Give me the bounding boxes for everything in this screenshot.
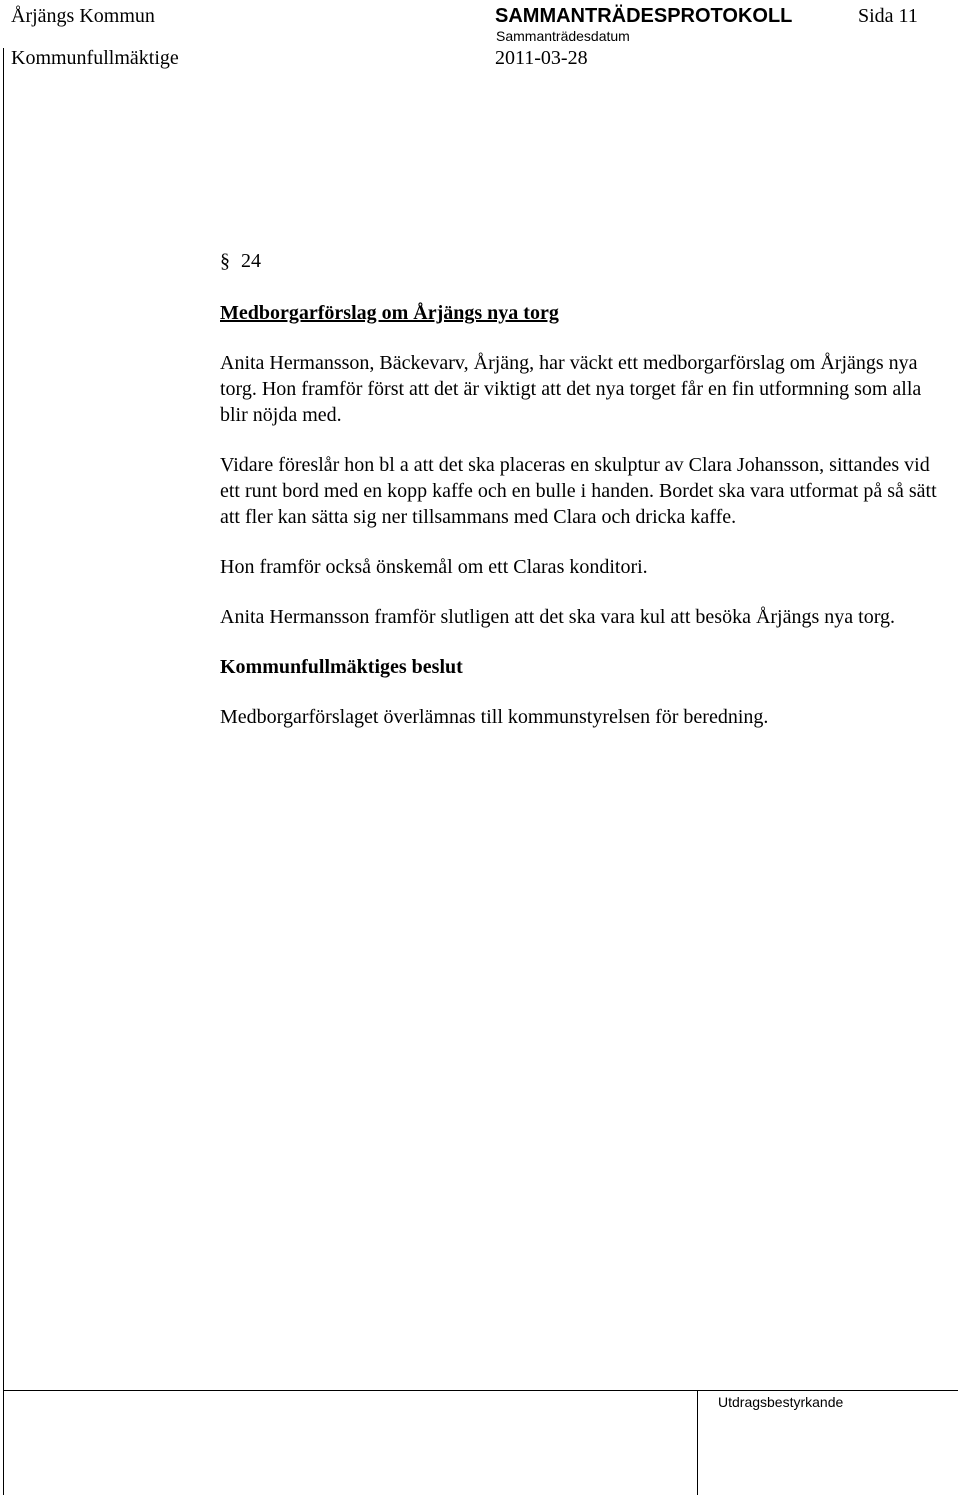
footer-divider bbox=[3, 1390, 958, 1391]
date-label: Sammanträdesdatum bbox=[496, 28, 630, 44]
decision-text: Medborgarförslaget överlämnas till kommunstyrelsen för beredning. bbox=[220, 706, 769, 728]
body-paragraph-4: Anita Hermansson framför slutligen att det ska vara kul att besöka Årjängs nya torg. bbox=[220, 606, 896, 628]
page-number: Sida 11 bbox=[858, 5, 918, 27]
body-paragraph-3: Hon framför också önskemål om ett Claras konditori. bbox=[220, 556, 648, 578]
meeting-body: Kommunfullmäktige bbox=[11, 47, 179, 69]
protocol-section bbox=[220, 248, 950, 730]
section-number: 24 bbox=[241, 250, 261, 272]
section-title: Medborgarförslag om Årjängs nya torg bbox=[220, 302, 559, 324]
paragraph-number bbox=[220, 248, 950, 278]
body-paragraph-1: Anita Hermansson, Bäckevarv, Årjäng, har väckt ett medborgarförslag om Årjängs nya torg. Hon framför först att det är viktigt att det nya torget får en fin utformning som alla blir nöjda med. bbox=[220, 352, 922, 426]
paragraph-symbol: § bbox=[220, 250, 230, 272]
document-type: SAMMANTRÄDESPROTOKOLL bbox=[495, 5, 793, 27]
organization-name: Årjängs Kommun bbox=[11, 5, 155, 27]
footer-box-divider bbox=[697, 1390, 698, 1495]
meeting-date: 2011-03-28 bbox=[495, 47, 588, 69]
extract-certification-label: Utdragsbestyrkande bbox=[718, 1394, 844, 1410]
body-paragraph-2: Vidare föreslår hon bl a att det ska placeras en skulptur av Clara Johansson, sittandes vid ett runt bord med en kopp kaffe och en bulle i handen. Bordet ska vara utformat på så sätt att fler kan sätta sig ner tillsammans med Clara och dricka kaffe. bbox=[220, 454, 937, 528]
left-margin-line bbox=[3, 48, 4, 1495]
decision-heading: Kommunfullmäktiges beslut bbox=[220, 656, 463, 678]
